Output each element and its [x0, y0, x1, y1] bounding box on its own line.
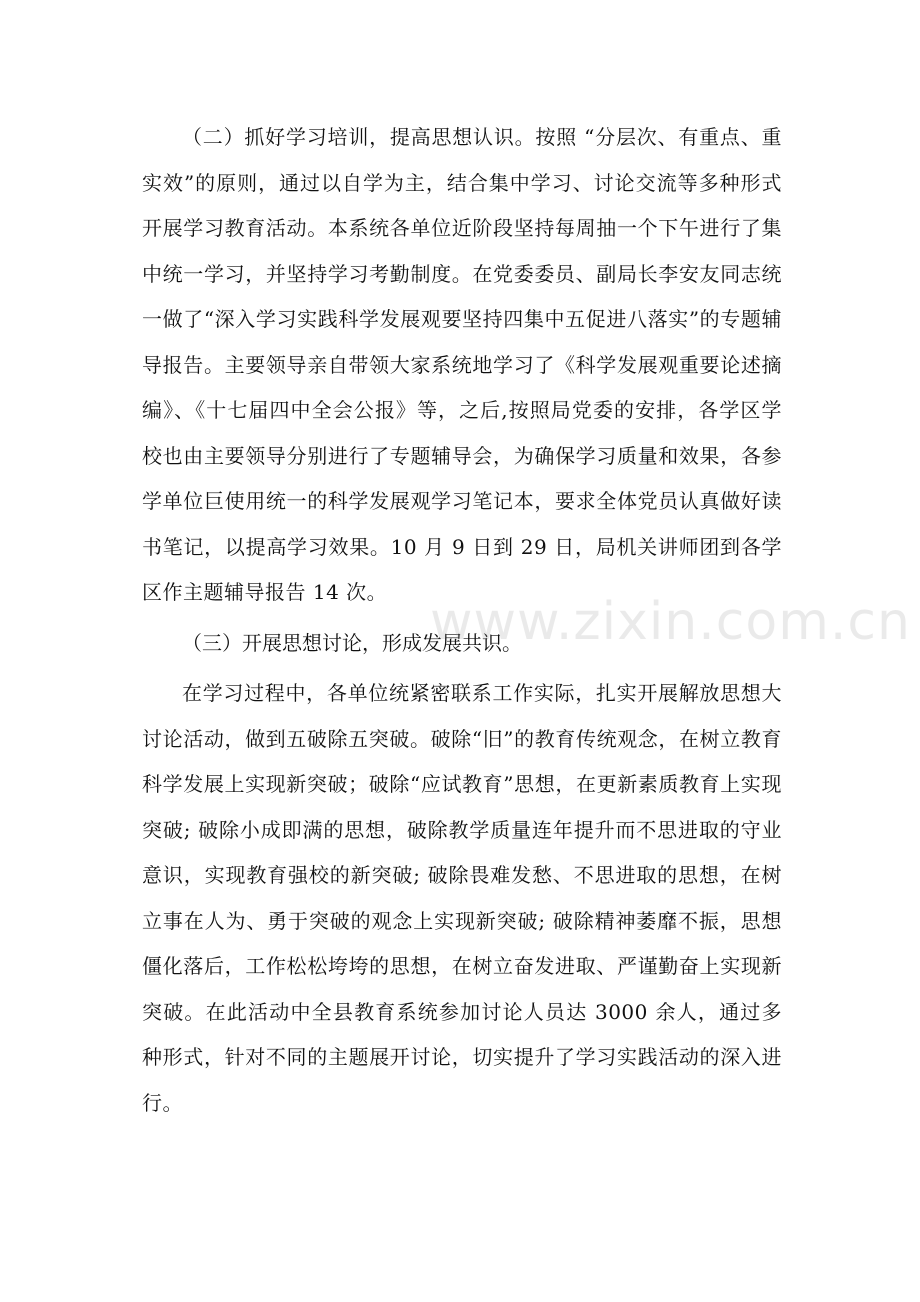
paragraph-training: （二）抓好学习培训，提高思想认识。按照 “分层次、有重点、重实效”的原则，通过以自学为主，结合集中学习、讨论交流等多种形式开展学习教育活动。本系统各单位近阶段坚持每周抽一个下午进行了集中统一学习，并坚持学习考勤制度。在党委委员、副局长李安友同志统一做了“深入学习实践科学发展观要坚持四集中五促进八落实”的专题辅导报告。主要领导亲自带领大家系统地学习了《科学发展观重要论述摘编》、《十七届四中全会公报》等，之后,按照局党委的安排，各学区学校也由主要领导分别进行了专题辅导会，为确保学习质量和效果，各参学单位巨使用统一的科学发展观学习笔记本，要求全体党员认真做好读书笔记，以提高学习效果。10 月 9 日到 29 日，局机关讲师团到各学区作主题辅导报告 14 次。 [142, 125, 782, 604]
watermark: www.zixin.com.cn [430, 592, 911, 652]
paragraph-discussion: 在学习过程中，各单位统紧密联系工作实际，扎实开展解放思想大讨论活动，做到五破除五突破。破除“旧”的教育传统观念，在树立教育科学发展上实现新突破；破除“应试教育”思想，在更新素质教育上实现突破; 破除小成即满的思想，破除教学质量连年提升而不思进取的守业意识，实现教育强校的新突破; 破除畏难发愁、不思进取的思想，在树立事在人为、勇于突破的观念上实现新突破; 破除精神萎靡不振，思想僵化落后，工作松松垮垮的思想，在树立奋发进取、严谨勤奋上实现新突破。在此活动中全县教育系统参加讨论人员达 3000 余人，通过多种形式，针对不同的主题展开讨论，切实提升了学习实践活动的深入进行。 [142, 681, 782, 1115]
section-heading-discussion: （三）开展思想讨论，形成发展共识。 [182, 630, 522, 655]
document-body [142, 115, 782, 1126]
